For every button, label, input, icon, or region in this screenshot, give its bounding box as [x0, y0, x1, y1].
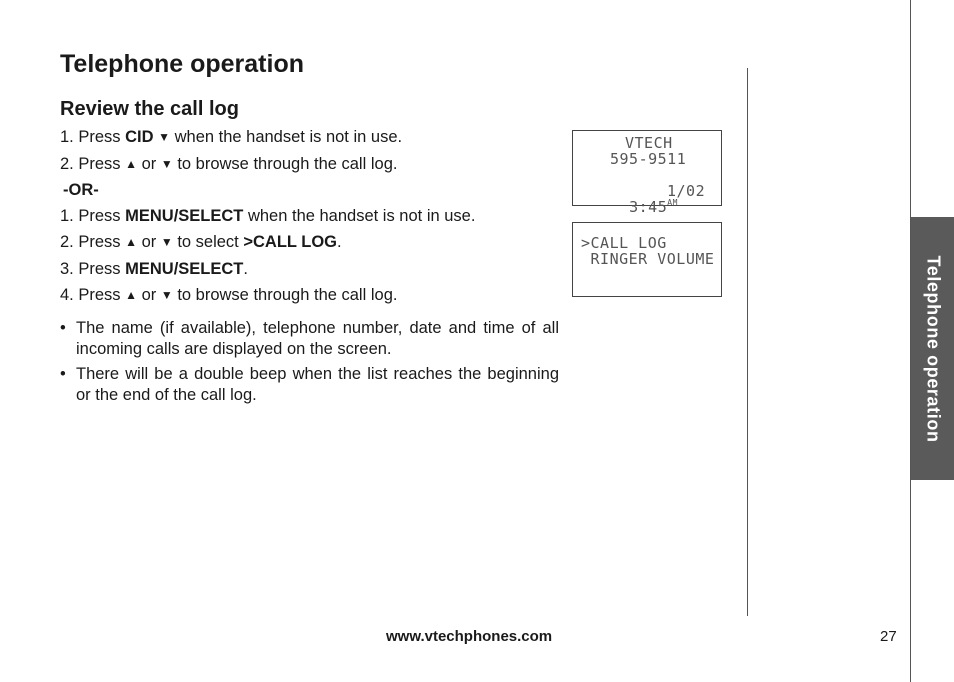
column-divider: [747, 68, 748, 616]
step-3b: 3. Press MENU/SELECT.: [60, 260, 248, 278]
or-separator: -OR-: [63, 181, 99, 199]
footer-url: www.vtechphones.com: [386, 628, 553, 645]
down-triangle-icon: ▼: [160, 157, 173, 171]
lcd-brand: VTECH: [625, 134, 673, 152]
page-title: Telephone operation: [60, 50, 304, 78]
side-tab: [911, 217, 954, 480]
bullet-item: • There will be a double beep when the list reaches the beginning or the end of the call log.: [60, 365, 559, 404]
section-title: Review the call log: [60, 98, 239, 120]
step-1a: 1. Press CID ▼ when the handset is not in use.: [60, 128, 403, 146]
up-triangle-icon: ▲: [125, 157, 137, 171]
bullet-item: • The name (if available), telephone number, date and time of all incoming calls are displayed on the screen.: [60, 319, 559, 358]
down-triangle-icon: ▼: [160, 235, 173, 249]
up-triangle-icon: ▲: [125, 288, 137, 302]
down-triangle-icon: ▼: [160, 288, 173, 302]
lcd-count: 1/02: [667, 182, 706, 200]
step-4b: 4. Press ▲ or ▼ to browse through the call log.: [60, 286, 398, 304]
down-triangle-icon: ▼: [158, 130, 171, 144]
step-2b: 2. Press ▲ or ▼ to select >CALL LOG.: [60, 233, 342, 251]
lcd-screen-menu: [572, 222, 722, 297]
bullet-icon: •: [60, 319, 66, 337]
lcd-number: 595-9511: [610, 150, 687, 168]
side-tab-label: Telephone operation: [923, 254, 943, 443]
step-2a: 2. Press ▲ or ▼ to browse through the call log.: [60, 155, 398, 173]
lcd-menu-ringer-volume: RINGER VOLUME: [581, 250, 715, 268]
page-number: 27: [880, 628, 897, 645]
up-triangle-icon: ▲: [125, 235, 137, 249]
step-1b: 1. Press MENU/SELECT when the handset is not in use.: [60, 207, 476, 225]
lcd-screen-idle: [572, 130, 722, 216]
bullet-icon: •: [60, 365, 66, 383]
lcd-time: $3:45^{AM}$: [629, 198, 678, 216]
lcd-menu-call-log: >CALL LOG: [581, 234, 667, 252]
